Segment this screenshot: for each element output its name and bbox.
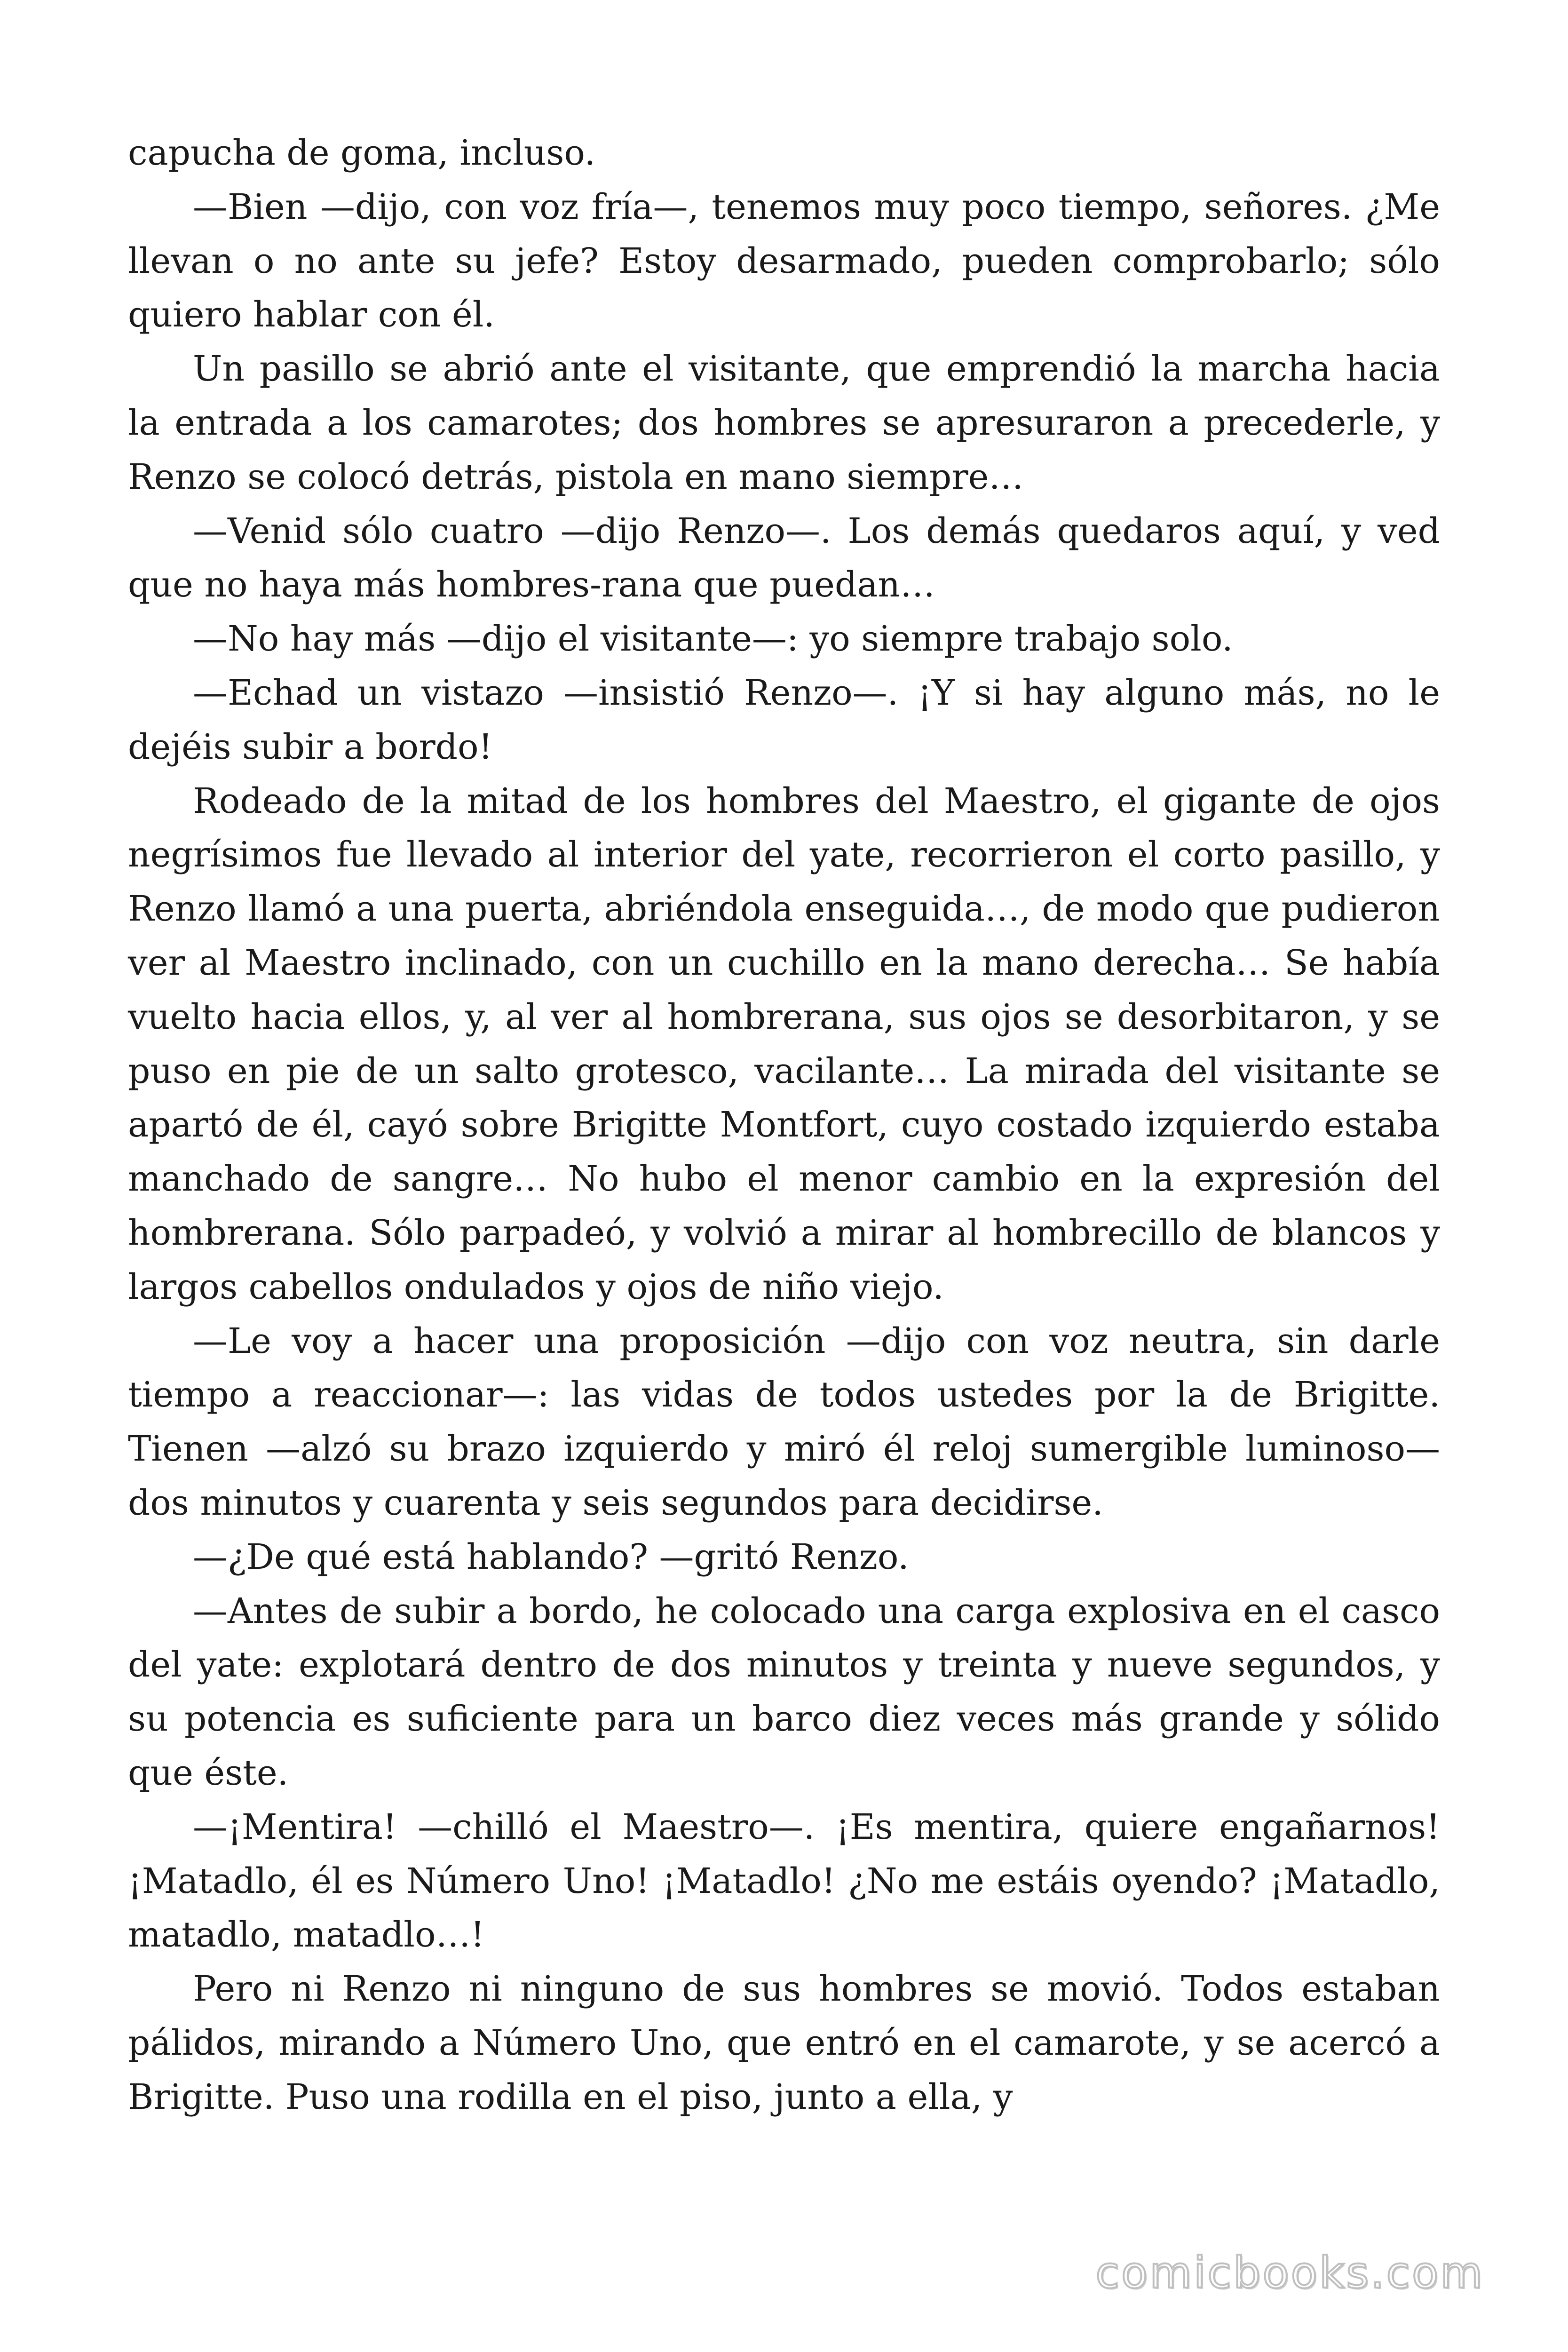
paragraph-12: Pero ni Renzo ni ninguno de sus hombres se movió. Todos estaban pálidos, mirando a Número Uno, que entró en el camarote, y se acercó a Brigitte. Puso una rodilla en el piso, junto a ella, y	[128, 1969, 1440, 2117]
paragraph-6: —Echad un vistazo —insistió Renzo—. ¡Y si hay alguno más, no le dejéis subir a bordo!	[128, 672, 1440, 767]
paragraph-4: —Venid sólo cuatro —dijo Renzo—. Los demás quedaros aquí, y ved que no haya más hombres-rana que puedan…	[128, 510, 1440, 605]
paragraph-2: —Bien —dijo, con voz fría—, tenemos muy poco tiempo, señores. ¿Me llevan o no ante su jefe? Estoy desarmado, pueden comprobarlo; sólo quiero hablar con él.	[128, 186, 1440, 335]
paragraph-8: —Le voy a hacer una proposición —dijo con voz neutra, sin darle tiempo a reaccionar—: las vidas de todos ustedes por la de Brigitte. Tienen —alzó su brazo izquierdo y miró él reloj sumergible luminoso— dos minutos y cuarenta y seis segundos para decidirse.	[128, 1320, 1440, 1523]
paragraph-5: —No hay más —dijo el visitante—: yo siempre trabajo solo.	[193, 619, 1233, 660]
paragraph-3: Un pasillo se abrió ante el visitante, que emprendió la marcha hacia la entrada a los camarotes; dos hombres se apresuraron a precederle, y Renzo se colocó detrás, pistola en mano siempre…	[128, 349, 1440, 497]
paragraph-11: —¡Mentira! —chilló el Maestro—. ¡Es mentira, quiere engañarnos! ¡Matadlo, él es Número Uno! ¡Matadlo! ¿No me estáis oyendo? ¡Matadlo, matadlo, matadlo…!	[128, 1806, 1440, 1955]
watermark-logo: comicbooks.com	[1095, 2248, 1484, 2298]
paragraph-10: —Antes de subir a bordo, he colocado una carga explosiva en el casco del yate: explotará dentro de dos minutos y treinta y nueve segundos, y su potencia es suficiente para un barco diez veces más grande y sólido que éste.	[128, 1590, 1440, 1793]
page-text	[128, 126, 1440, 2124]
paragraph-9: —¿De qué está hablando? —gritó Renzo.	[193, 1536, 909, 1577]
paragraph-7: Rodeado de la mitad de los hombres del Maestro, el gigante de ojos negrísimos fue llevado al interior del yate, recorrieron el corto pasillo, y Renzo llamó a una puerta, abriéndola enseguida…, de modo que pudieron ver al Maestro inclinado, con un cuchillo en la mano derecha… Se había vuelto hacia ellos, y, al ver al hombrerana, sus ojos se desorbitaron, y se puso en pie de un salto grotesco, vacilante… La mirada del visitante se apartó de él, cayó sobre Brigitte Montfort, cuyo costado izquierdo estaba manchado de sangre… No hubo el menor cambio en la expresión del hombrerana. Sólo parpadeó, y volvió a mirar al hombrecillo de blancos y largos cabellos ondulados y ojos de niño viejo.	[128, 780, 1440, 1307]
paragraph-1: capucha de goma, incluso.	[128, 133, 596, 173]
